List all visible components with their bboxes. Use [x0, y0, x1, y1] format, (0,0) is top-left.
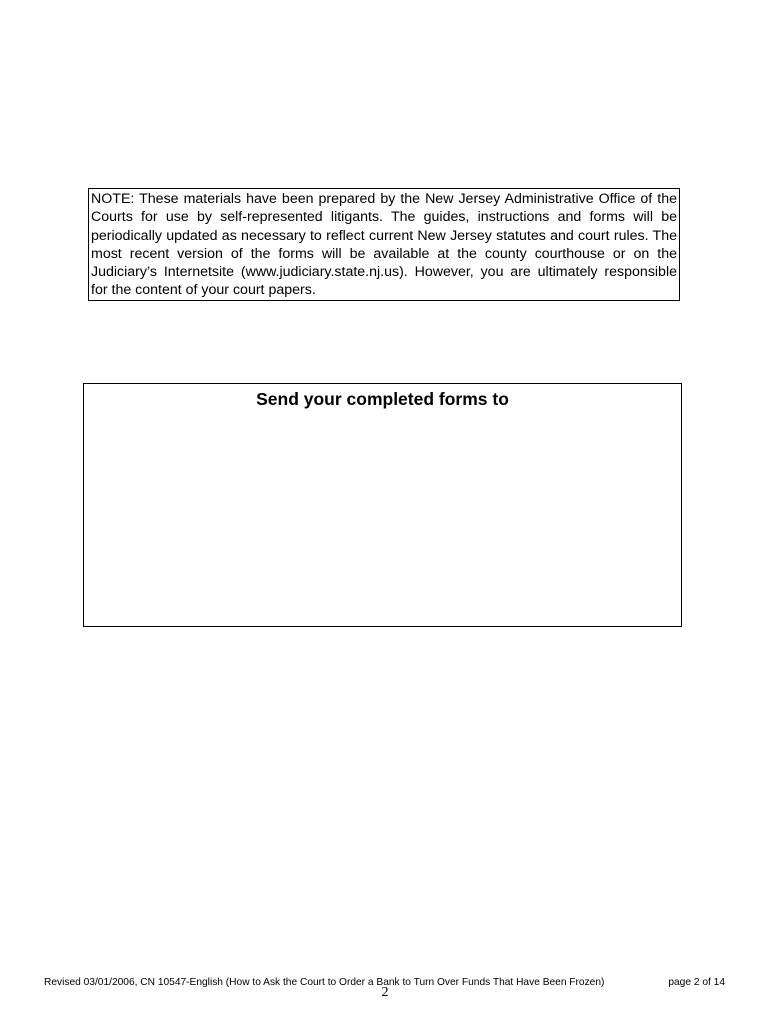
send-forms-title: Send your completed forms to: [256, 389, 509, 409]
footer-page-of: page 2 of 14: [668, 977, 725, 988]
note-text: NOTE: These materials have been prepared by the New Jersey Administrative Office of the Courts for use by self-represented litigants. The guides, instructions and forms will be periodically updated as necessary to reflect current New Jersey statutes and court rules. The most recent version of the forms will be available at the county courthouse or on the Judiciary’s Internetsite (www.judiciary.state.nj.us). However, you are ultimately responsible for the content of your court papers.: [91, 191, 677, 299]
send-forms-box: [83, 383, 682, 627]
footer-revision-text: Revised 03/01/2006, CN 10547-English (How to Ask the Court to Order a Bank to Turn Over Funds That Have Been Frozen): [44, 977, 605, 988]
page-number: 2: [381, 985, 389, 1000]
note-box: [88, 188, 680, 301]
